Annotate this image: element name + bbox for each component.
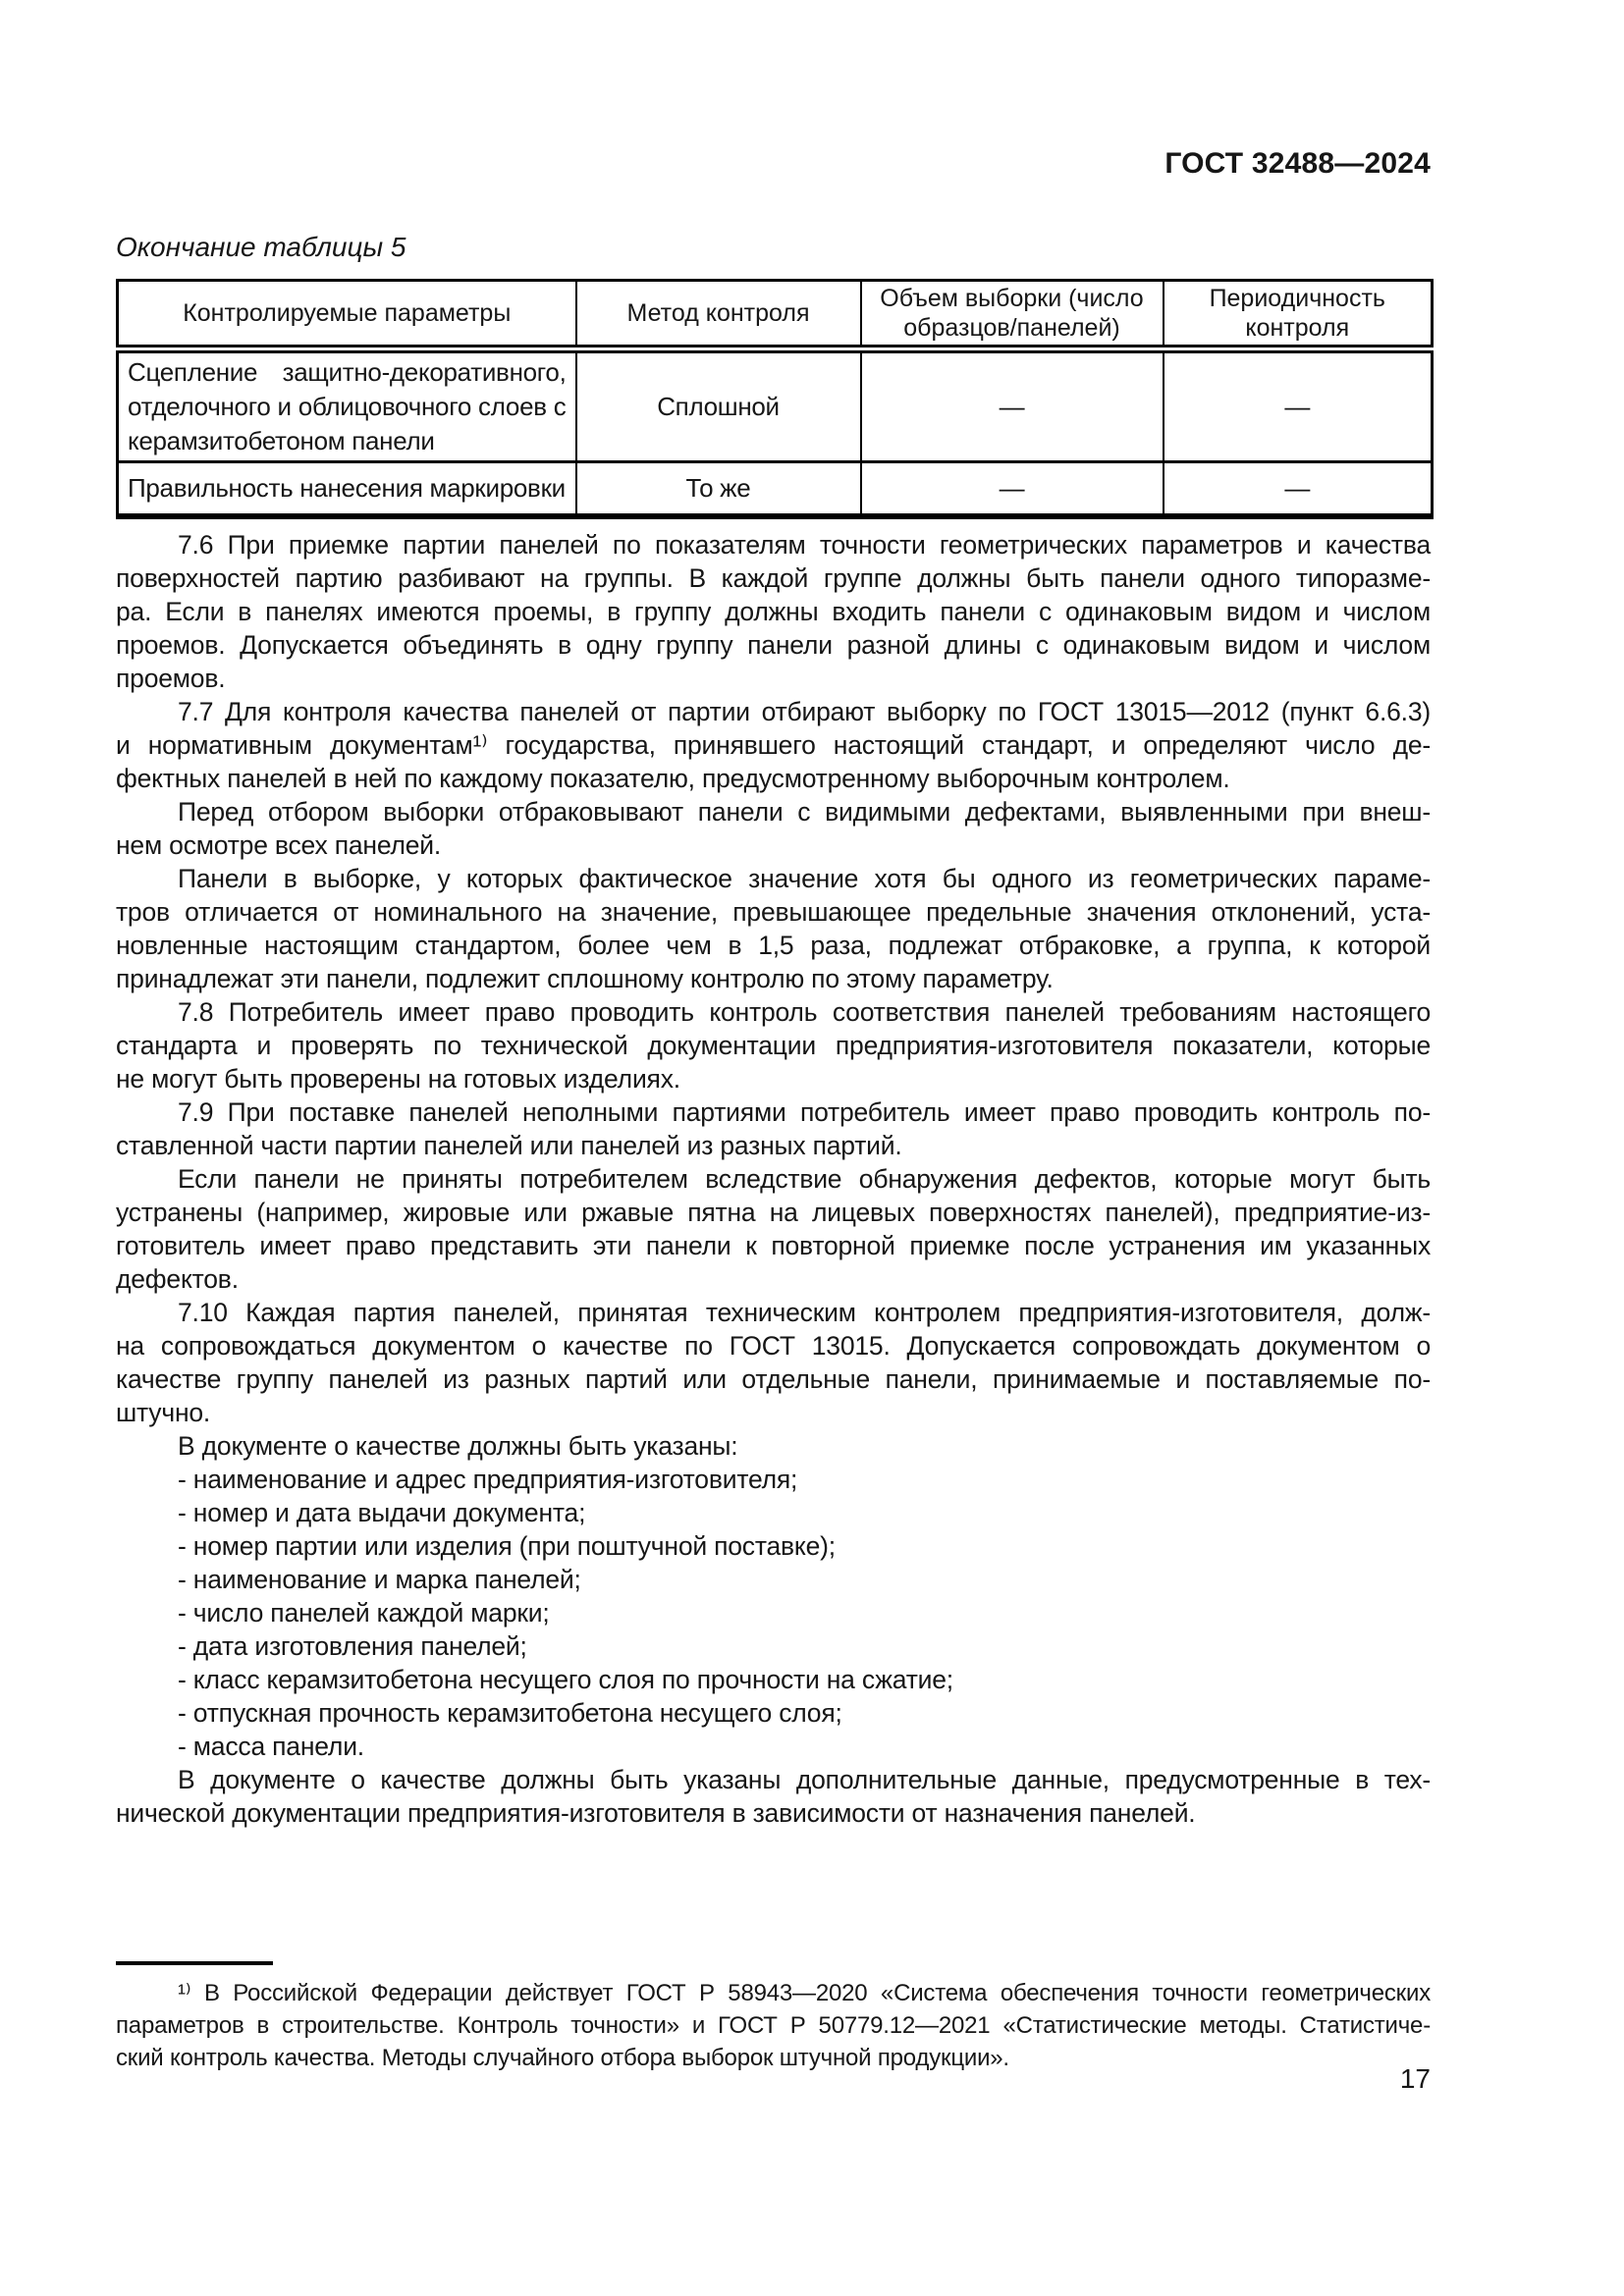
paragraph (116, 1429, 1431, 1463)
frequency-cell: — (1164, 462, 1433, 517)
footnote-line: параметров в строительстве. Контроль точности» и ГОСТ Р 50779.12—2021 «Статистические методы. Статистиче- (116, 2012, 1431, 2039)
paragraph-line: проемов. Допускается объединять в одну группу панели разной длины с одинаковым видом и числом (116, 630, 1431, 660)
paragraph-line: 7.6 При приемке партии панелей по показателям точности геометрических параметров и качества (178, 530, 1431, 560)
paragraph (116, 1663, 1431, 1696)
paragraph (116, 528, 1431, 695)
paragraph-line: 7.8 Потребитель имеет право проводить контроль соответствия панелей требованиям настоящего (178, 997, 1431, 1027)
paragraph-line: ставленной части партии панелей или панелей из разных партий. (116, 1131, 902, 1160)
paragraph-line: новленные настоящим стандартом, более чем в 1,5 раза, подлежат отбраковке, а группа, к которой (116, 931, 1431, 960)
parameter-cell (118, 349, 576, 462)
paragraph-line: на сопровождаться документом о качестве по ГОСТ 13015. Допускается сопровождать документом о (116, 1331, 1431, 1361)
footnote-text (116, 1977, 1431, 2074)
paragraph (116, 795, 1431, 862)
paragraph-line: - дата изготовления панелей; (178, 1631, 527, 1661)
paragraph-line: - наименование и адрес предприятия-изготовителя; (178, 1465, 798, 1494)
paragraph-line: - номер партии или изделия (при поштучной поставке); (178, 1531, 836, 1561)
paragraph (116, 695, 1431, 795)
paragraph-line: - класс керамзитобетона несущего слоя по прочности на сжатие; (178, 1665, 953, 1694)
paragraph-line: дефектов. (116, 1264, 239, 1294)
paragraph (116, 1296, 1431, 1429)
footnote-line: ¹⁾ В Российской Федерации действует ГОСТ Р 58943—2020 «Система обеспечения точности геометрических (178, 1980, 1431, 2006)
paragraph-line: Панели в выборке, у которых фактическое значение хотя бы одного из геометрических параме- (178, 864, 1431, 893)
paragraph-line: - масса панели. (178, 1732, 364, 1761)
paragraph-line: нической документации предприятия-изготовителя в зависимости от назначения панелей. (116, 1798, 1196, 1828)
footnote-line: ский контроль качества. Методы случайного отбора выборок штучной продукции». (116, 2045, 1009, 2071)
paragraph-line: - число панелей каждой марки; (178, 1598, 550, 1628)
table-row (118, 462, 1433, 517)
parameter-cell-line: отделочного и облицовочного слоев с (128, 392, 567, 421)
method-cell: То же (576, 462, 861, 517)
paragraph-line: - отпускная прочность керамзитобетона несущего слоя; (178, 1698, 842, 1728)
paragraph (116, 1496, 1431, 1529)
table-header-row (118, 281, 1433, 349)
paragraph (116, 1563, 1431, 1596)
paragraph-line: стандарта и проверять по технической документации предприятия-изготовителя показатели, которые (116, 1031, 1431, 1060)
paragraph-line: поверхностей партию разбивают на группы. В каждой группе должны быть панели одного типоразме- (116, 563, 1431, 593)
column-header: Метод контроля (576, 281, 861, 349)
page-number: 17 (1399, 2063, 1431, 2094)
sample-size-cell: — (861, 349, 1164, 462)
paragraph (116, 995, 1431, 1095)
parameter-cell-line: керамзитобетоном панели (128, 426, 435, 455)
paragraph-line: устранены (например, жировые или ржавые пятна на лицевых поверхностях панелей), предприятие-из- (116, 1198, 1431, 1227)
paragraph (116, 1095, 1431, 1162)
paragraph-line: Перед отбором выборки отбраковывают панели с видимыми дефектами, выявленными при внеш- (178, 797, 1431, 827)
paragraph (116, 1463, 1431, 1496)
paragraph-line: и нормативным документам¹⁾ государства, принявшего настоящий стандарт, и определяют число де- (116, 730, 1431, 760)
paragraph (116, 1629, 1431, 1663)
column-header: Периодичность контроля (1164, 281, 1433, 349)
control-parameters-table-wrap (116, 279, 1434, 519)
table-caption: Окончание таблицы 5 (116, 232, 406, 262)
paragraph-line: качестве группу панелей из разных партий или отдельные панели, принимаемые и поставляемые по- (116, 1364, 1431, 1394)
paragraph-line: проемов. (116, 664, 226, 693)
paragraph-line: не могут быть проверены на готовых изделиях. (116, 1064, 680, 1094)
standard-reference: ГОСТ 32488—2024 (1164, 147, 1431, 180)
paragraph (116, 1529, 1431, 1563)
paragraph-line: готовитель имеет право представить эти панели к повторной приемке после устранения им указанных (116, 1231, 1431, 1260)
paragraph-line: 7.9 При поставке панелей неполными партиями потребитель имеет право проводить контроль по- (178, 1097, 1431, 1127)
method-cell: Сплошной (576, 349, 861, 462)
paragraph-line: В документе о качестве должны быть указаны: (178, 1431, 738, 1461)
paragraph (116, 1162, 1431, 1296)
sample-size-cell: — (861, 462, 1164, 517)
control-parameters-table (116, 279, 1434, 519)
paragraph (116, 1730, 1431, 1763)
paragraph (116, 1696, 1431, 1730)
paragraph-line: 7.10 Каждая партия панелей, принятая техническим контролем предприятия-изготовителя, долж- (178, 1298, 1431, 1327)
column-header: Объем выборки (число образцов/панелей) (861, 281, 1164, 349)
parameter-cell (118, 462, 576, 517)
table-body (118, 349, 1433, 517)
footnote (116, 1961, 1431, 2074)
paragraph-line: принадлежат эти панели, подлежит сплошному контролю по этому параметру. (116, 964, 1054, 993)
paragraph-line: - номер и дата выдачи документа; (178, 1498, 586, 1527)
paragraph-line: В документе о качестве должны быть указаны дополнительные данные, предусмотренные в тех- (178, 1765, 1431, 1794)
column-header: Контролируемые параметры (118, 281, 576, 349)
paragraph-line: Если панели не приняты потребителем вследствие обнаружения дефектов, которые могут быть (178, 1164, 1431, 1194)
paragraph-line: тров отличается от номинального на значение, превышающее предельные значения отклонений, уста- (116, 897, 1431, 927)
footnote-rule (116, 1961, 273, 1965)
paragraph (116, 862, 1431, 995)
parameter-cell-line: Правильность нанесения маркировки (128, 473, 566, 503)
paragraph-line: ра. Если в панелях имеются проемы, в группу должны входить панели с одинаковым видом и числом (116, 597, 1431, 626)
paragraph-line: штучно. (116, 1398, 211, 1427)
frequency-cell: — (1164, 349, 1433, 462)
parameter-cell-line: Сцепление защитно-декоративного, (128, 357, 567, 387)
paragraph (116, 1763, 1431, 1830)
body-text (116, 528, 1431, 1830)
paragraph-line: фектных панелей в ней по каждому показателю, предусмотренному выборочным контролем. (116, 764, 1230, 793)
paragraph-line: - наименование и марка панелей; (178, 1565, 581, 1594)
table-row (118, 349, 1433, 462)
paragraph (116, 1596, 1431, 1629)
paragraph-line: 7.7 Для контроля качества панелей от партии отбирают выборку по ГОСТ 13015—2012 (пункт 6.6.3) (178, 697, 1431, 726)
paragraph-line: нем осмотре всех панелей. (116, 830, 442, 860)
